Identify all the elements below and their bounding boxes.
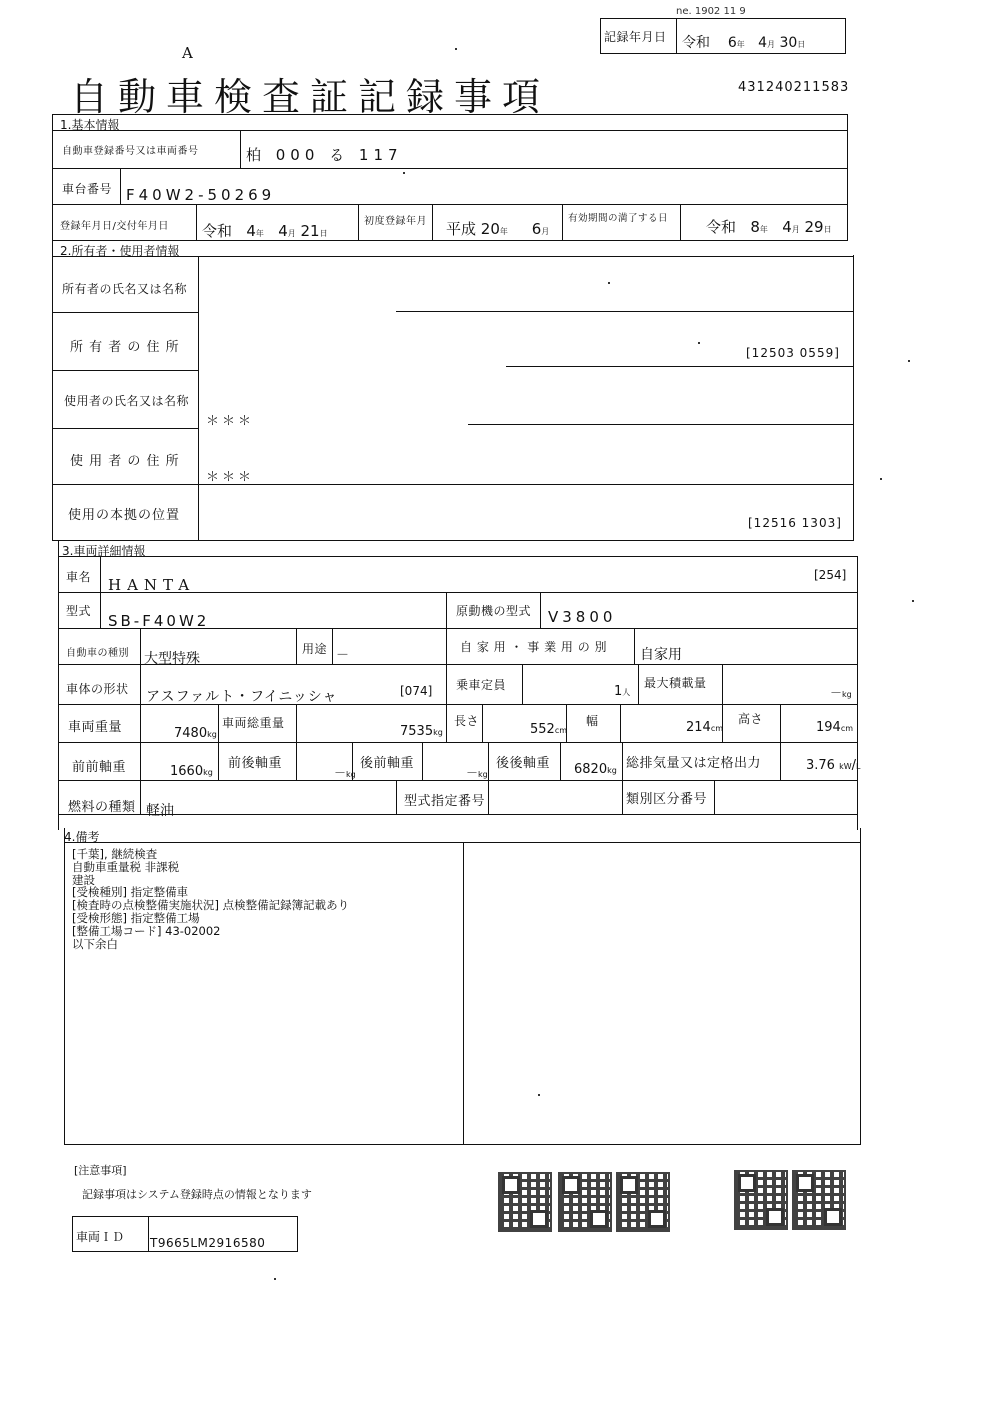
qr-code	[558, 1172, 612, 1232]
remark-line: [受検種別] 指定整備車	[72, 885, 189, 900]
front-front-axle-label: 前前軸重	[72, 760, 127, 775]
length-label: 長さ	[454, 714, 480, 728]
fuel-label: 燃料の種類	[68, 800, 136, 815]
user-address-label: 使 用 者 の 住 所	[70, 454, 180, 469]
base-location-code: [12516 1303]	[748, 516, 842, 530]
height-label: 高さ	[738, 712, 764, 726]
section-owner-title: 2.所有者・使用者情報	[60, 244, 180, 258]
width-label: 幅	[586, 714, 599, 728]
rear-front-axle-label: 後前軸重	[360, 756, 415, 771]
body-label: 車体の形状	[66, 682, 129, 696]
vehicle-id-label: 車両ＩＤ	[76, 1230, 125, 1244]
vehicle-name-label: 車名	[66, 570, 92, 584]
engine-label: 原動機の型式	[456, 604, 532, 618]
rear-rear-axle-value: 6820kg	[574, 762, 617, 777]
front-rear-axle-label: 前後軸重	[228, 756, 283, 771]
vehicle-name-value: HANTA	[108, 576, 196, 594]
length-value: 552cm	[530, 722, 568, 737]
capacity-label: 乗車定員	[456, 678, 507, 692]
displacement-value: 3.76 kW/L	[806, 758, 861, 773]
weight-value: 7480kg	[174, 726, 217, 741]
type-number-label: 型式指定番号	[404, 794, 486, 809]
firstreg-value: 平成 20年 6月	[446, 220, 550, 238]
use-value: －	[336, 648, 352, 663]
engine-value: V3800	[548, 608, 617, 626]
private-label: 自 家 用 ・ 事 業 用 の 別	[460, 640, 608, 654]
private-value: 自家用	[640, 647, 682, 663]
section-vehicle-title: 3.車両詳細情報	[62, 544, 146, 558]
remarks-list	[72, 848, 349, 950]
qr-code	[616, 1172, 670, 1232]
qr-code	[734, 1170, 788, 1230]
vehicle-name-code: [254]	[814, 568, 847, 582]
regdate-label: 登録年月日/交付年月日	[60, 221, 169, 232]
expiry-value: 令和 8年 4月 29日	[706, 218, 832, 236]
qr-code	[498, 1172, 552, 1232]
user-name-label: 使用者の氏名又は名称	[64, 394, 190, 408]
user-address-value: ＊＊＊	[206, 470, 255, 485]
record-date: 令和 6年 4月 30日	[682, 35, 806, 51]
expiry-label: 有効期間の満了する日	[568, 213, 669, 224]
rear-front-axle-value: －kg	[466, 766, 488, 780]
height-value: 194cm	[816, 720, 854, 735]
maxload-value: －kg	[830, 686, 852, 700]
reg-number-value: 柏 000 る 117	[246, 146, 403, 164]
front-rear-axle-value: －kg	[334, 766, 356, 780]
kind-label: 自動車の種別	[66, 648, 129, 659]
remark-line: [千葉], 継続検査	[72, 847, 158, 861]
remark-line: [整備工場コード] 43-02002	[72, 923, 221, 938]
remark-line: [検査時の点検整備実施状況] 点検整備記録簿記載あり	[72, 898, 350, 913]
document-mark: A	[182, 44, 193, 62]
base-location-label: 使用の本拠の位置	[68, 508, 181, 523]
note-text: 記録事項はシステム登録時点の情報となります	[82, 1188, 312, 1201]
page-title: 自動車検査証記録事項	[70, 75, 551, 119]
reg-number-label: 自動車登録番号又は車両番号	[62, 146, 199, 157]
class-number-label: 類別区分番号	[626, 792, 708, 807]
owner-address-label: 所 有 者 の 住 所	[70, 340, 180, 355]
displacement-label: 総排気量又は定格出力	[626, 756, 762, 771]
user-name-value: ＊＊＊	[206, 414, 255, 429]
kind-value: 大型特殊	[144, 651, 200, 667]
chassis-value: F40W2-50269	[126, 186, 276, 204]
front-front-axle-value: 1660kg	[170, 764, 213, 779]
gross-value: 7535kg	[400, 724, 443, 739]
weight-label: 車両重量	[68, 720, 123, 735]
top-fragment: ne. 1902 11 9	[676, 6, 746, 17]
vehicle-id-value: T9665LM2916580	[150, 1236, 266, 1250]
gross-label: 車両総重量	[222, 716, 285, 730]
note-title: [注意事項]	[74, 1164, 127, 1177]
width-value: 214cm	[686, 720, 724, 735]
remark-line: 建設	[72, 872, 95, 887]
section-basic-title: 1.基本情報	[60, 118, 120, 132]
section-remarks-title: 4.備考	[64, 830, 100, 844]
body-value: アスファルト・フイニッシャ	[146, 689, 338, 705]
remark-line: 以下余白	[72, 936, 118, 951]
chassis-label: 車台番号	[62, 182, 113, 196]
qr-code	[792, 1170, 846, 1230]
owner-code: [12503 0559]	[746, 346, 840, 360]
model-label: 型式	[66, 604, 92, 618]
remark-line: [受検形態] 指定整備工場	[72, 910, 200, 925]
firstreg-label: 初度登録年月	[364, 216, 427, 227]
remark-line: 自動車重量税 非課税	[72, 859, 180, 874]
maxload-label: 最大積載量	[644, 676, 707, 690]
body-code: [074]	[400, 684, 433, 698]
regdate-value: 令和 4年 4月 21日	[202, 222, 328, 240]
document-number: 431240211583	[738, 80, 850, 95]
capacity-value: 1人	[614, 684, 631, 699]
use-label: 用途	[302, 642, 328, 656]
owner-name-label: 所有者の氏名又は名称	[62, 282, 188, 296]
model-value: SB-F40W2	[108, 612, 210, 630]
rear-rear-axle-label: 後後軸重	[496, 756, 551, 771]
record-date-label: 記録年月日	[604, 30, 667, 44]
fuel-value: 軽油	[146, 803, 174, 819]
